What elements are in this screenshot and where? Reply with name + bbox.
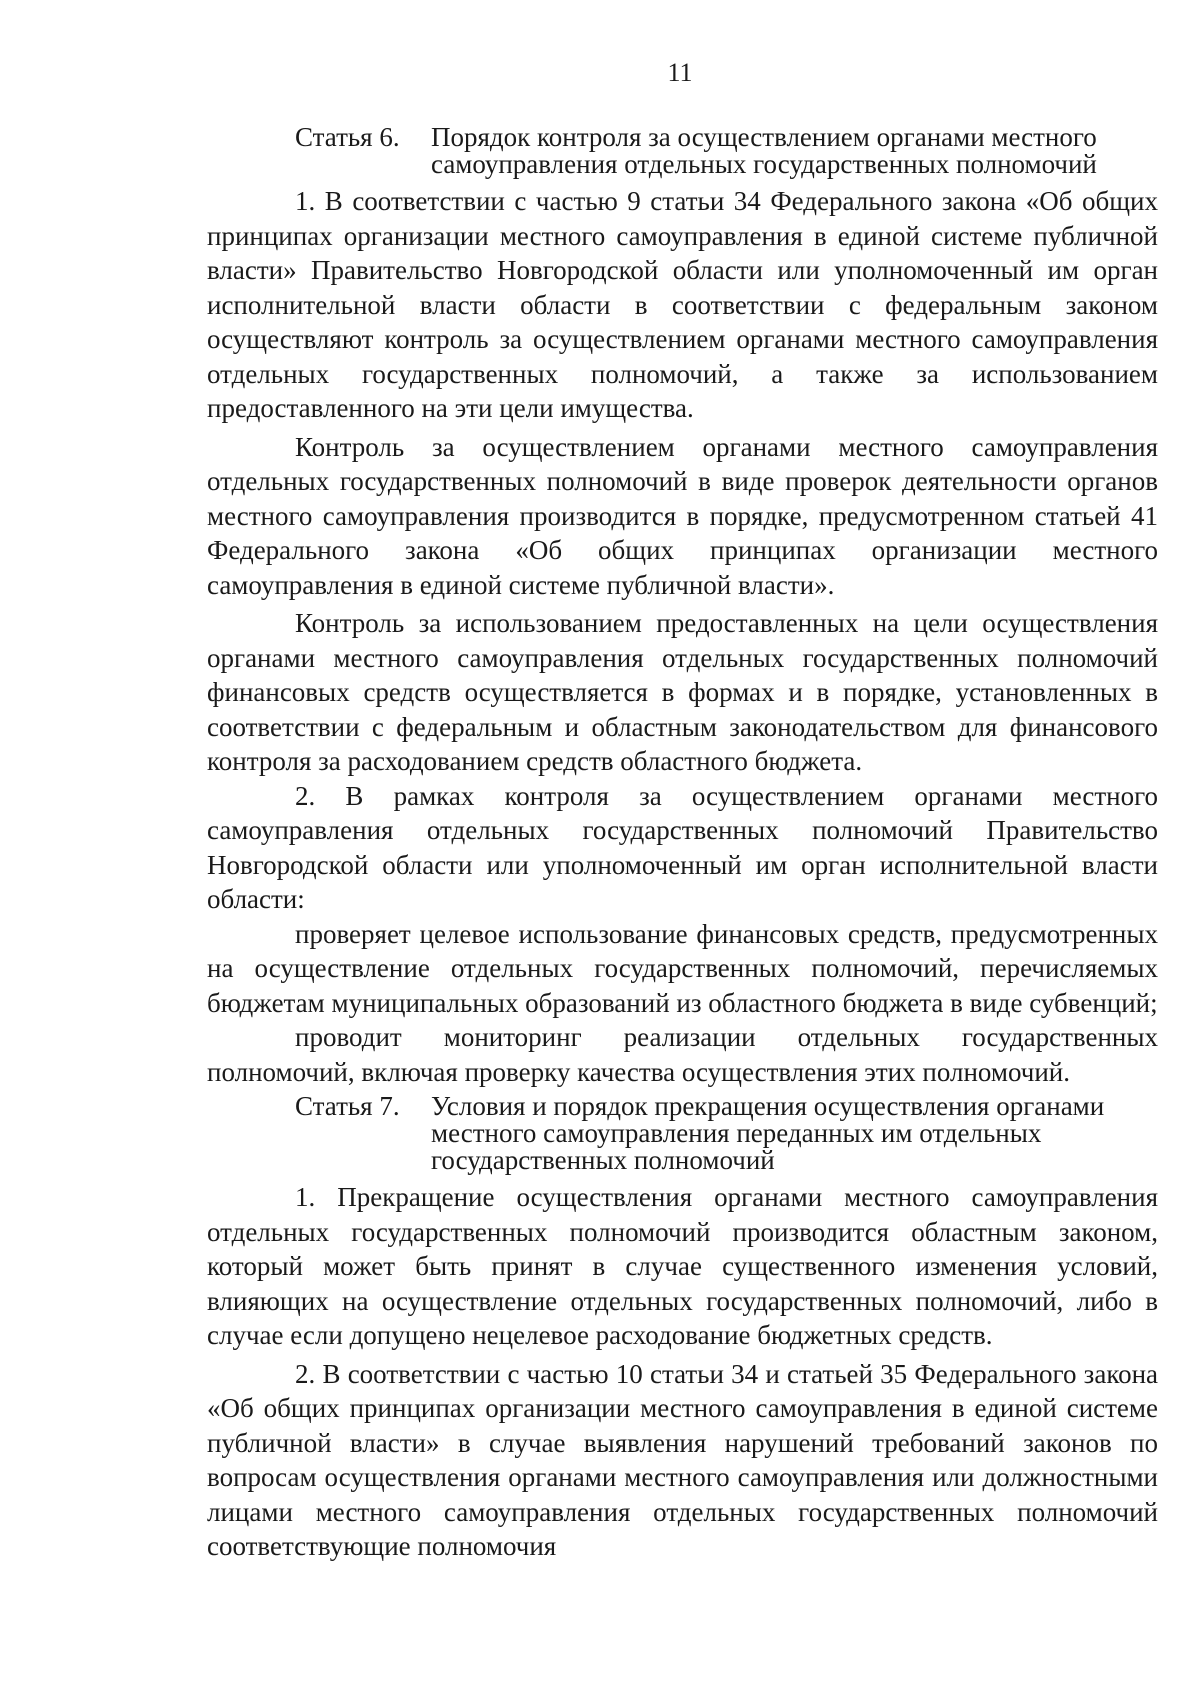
article-6-paragraph: проверяет целевое использование финансовых средств, предусмотренных на осуществление отдельных государственных полномочий, перечисляемых бюджетам муниципальных образований из областного бюджета в виде субвенций; bbox=[207, 918, 1158, 1018]
article-7-heading bbox=[431, 1093, 1158, 1174]
article-6-heading-line: самоуправления отдельных государственных полномочий bbox=[431, 149, 1097, 179]
article-7-label: Статья 7. bbox=[295, 1091, 400, 1121]
article-6-paragraph: Контроль за осуществлением органами местного самоуправления отдельных государственных полномочий в виде проверок деятельности органов местного самоуправления производится в порядке, предусмотренном статьей 41 Федерального закона «Об общих принципах организации местного самоуправления в единой системе публичной власти». bbox=[207, 431, 1158, 600]
article-7-heading-line: государственных полномочий bbox=[431, 1145, 775, 1175]
article-6-paragraph: 2. В рамках контроля за осуществлением органами местного самоуправления отдельных государственных полномочий Правительство Новгородской области или уполномоченный им орган исполнительной власти области: bbox=[207, 780, 1158, 914]
article-6-paragraph: 1. В соответствии с частью 9 статьи 34 Федерального закона «Об общих принципах организации местного самоуправления в единой системе публичной власти» Правительство Новгородской области или уполномоченный им орган исполнительной власти области в соответствии с федеральным законом осуществляют контроль за осуществлением органами местного самоуправления отдельных государственных полномочий, а также за использованием предоставленного на эти цели имущества. bbox=[207, 186, 1158, 423]
article-6-paragraph: Контроль за использованием предоставленных на цели осуществления органами местного самоуправления отдельных государственных полномочий финансовых средств осуществляется в формах и в порядке, установленных в соответствии с федеральным и областным законодательством для финансового контроля за расходованием средств областного бюджета. bbox=[207, 608, 1158, 776]
article-6-heading bbox=[431, 124, 1158, 178]
article-6-heading-line: Порядок контроля за осуществлением органами местного bbox=[431, 122, 1097, 152]
article-7-heading-line: Условия и порядок прекращения осуществления органами bbox=[431, 1091, 1105, 1121]
article-7-paragraph: 1. Прекращение осуществления органами местного самоуправления отдельных государственных полномочий производится областным законом, который может быть принят в случае существенного изменения условий, влияющих на осуществление отдельных государственных полномочий, либо в случае если допущено нецелевое расходование бюджетных средств. bbox=[207, 1182, 1158, 1350]
article-6-title bbox=[295, 124, 1158, 178]
article-7-paragraph: 2. В соответствии с частью 10 статьи 34 и статьей 35 Федерального закона «Об общих принципах организации местного самоуправления в единой системе публичной власти» в случае выявления нарушений требований законов по вопросам осуществления органами местного самоуправления или должностными лицами местного самоуправления отдельных государственных полномочий соответствующие полномочия bbox=[207, 1358, 1158, 1561]
article-7-heading-line: местного самоуправления переданных им отдельных bbox=[431, 1118, 1042, 1148]
page-number: 11 bbox=[667, 58, 693, 87]
document-body bbox=[207, 120, 1158, 1564]
article-6-paragraph: проводит мониторинг реализации отдельных государственных полномочий, включая проверку качества осуществления этих полномочий. bbox=[207, 1022, 1158, 1087]
article-7-title bbox=[295, 1093, 1158, 1174]
article-6-label: Статья 6. bbox=[295, 122, 400, 152]
